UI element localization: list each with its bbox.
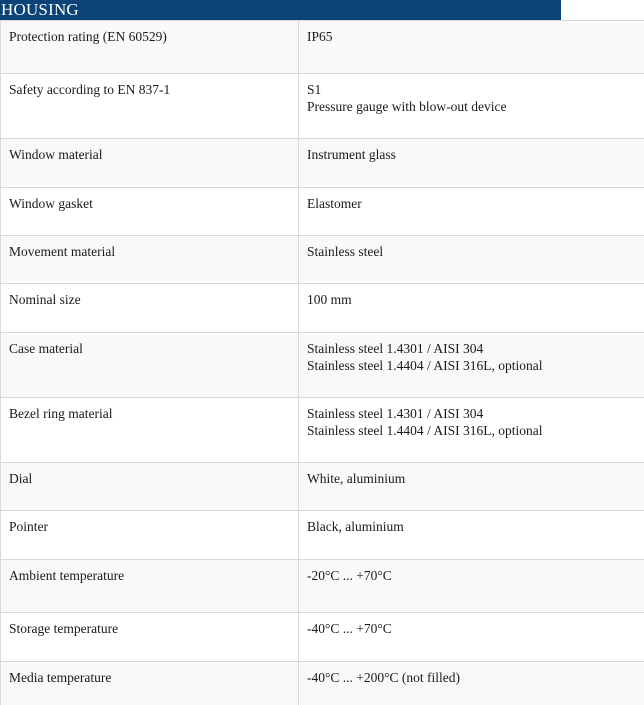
row-label: Case material [1,333,299,398]
spec-table-body [1,21,644,705]
row-value-line: -20°C ... +70°C [307,568,392,583]
row-label: Media temperature [1,662,299,705]
row-value-line: S1 [307,82,322,97]
table-row [1,398,644,463]
table-row [1,662,644,705]
row-value [299,284,644,333]
row-value-line: Stainless steel 1.4301 / AISI 304 [307,406,484,421]
row-label: Bezel ring material [1,398,299,463]
row-label: Ambient temperature [1,560,299,613]
row-label: Storage temperature [1,613,299,662]
row-value-line: 100 mm [307,292,352,307]
row-value-line: Elastomer [307,196,362,211]
row-value-line: Pressure gauge with blow-out device [307,99,507,114]
row-value [299,139,644,188]
table-row [1,236,644,284]
row-value-line: White, aluminium [307,471,406,486]
table-row [1,333,644,398]
table-row [1,613,644,662]
row-value [299,21,644,74]
row-value [299,662,644,705]
row-value-line: Stainless steel 1.4404 / AISI 316L, optional [307,358,543,373]
table-row [1,284,644,333]
row-value [299,236,644,284]
row-value [299,188,644,236]
row-value-line: -40°C ... +200°C (not filled) [307,670,461,685]
row-value [299,613,644,662]
row-value [299,74,644,139]
row-value-line: Stainless steel [307,244,384,259]
table-row [1,139,644,188]
row-value-line: Instrument glass [307,147,396,162]
table-row [1,21,644,74]
row-label: Window gasket [1,188,299,236]
row-value-line: -40°C ... +70°C [307,621,392,636]
row-label: Safety according to EN 837-1 [1,74,299,139]
table-row [1,463,644,511]
row-value [299,398,644,463]
row-label: Pointer [1,511,299,560]
row-label: Movement material [1,236,299,284]
row-value-line: Stainless steel 1.4301 / AISI 304 [307,341,484,356]
row-value [299,560,644,613]
spec-table [0,20,644,705]
table-row [1,560,644,613]
section-header: HOUSING [0,0,561,20]
row-value-line: IP65 [307,29,333,44]
table-row [1,74,644,139]
row-label: Dial [1,463,299,511]
table-row [1,188,644,236]
row-label: Nominal size [1,284,299,333]
row-label: Protection rating (EN 60529) [1,21,299,74]
row-value [299,463,644,511]
table-row [1,511,644,560]
row-label: Window material [1,139,299,188]
row-value-line: Stainless steel 1.4404 / AISI 316L, optional [307,423,543,438]
row-value [299,511,644,560]
row-value [299,333,644,398]
row-value-line: Black, aluminium [307,519,404,534]
